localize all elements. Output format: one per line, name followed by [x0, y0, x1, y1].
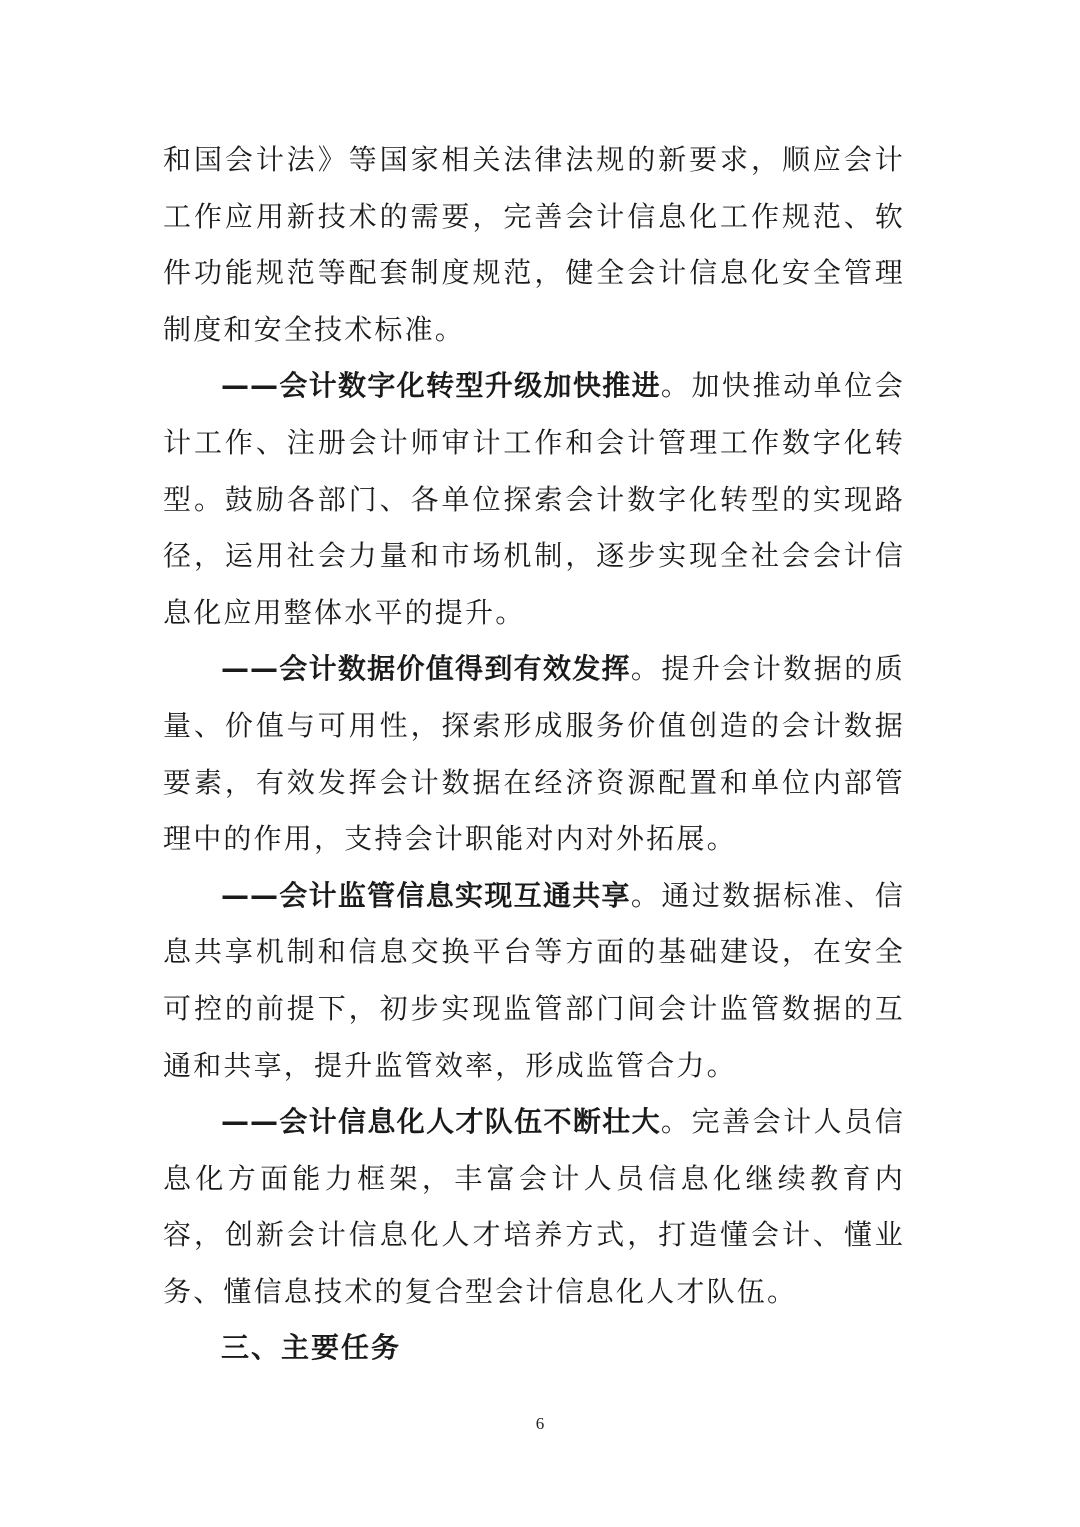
- paragraph-supervision-sharing: [163, 868, 905, 1094]
- paragraph-lead: ——会计数字化转型升级加快推进: [221, 369, 661, 403]
- page-number: 6: [535, 1414, 545, 1433]
- paragraph-text: 。提升会计数据的质量、价值与可用性，探索形成服务价值创造的会计数据要素，有效发挥会计数据在经济资源配置和单位内部管理中的作用，支持会计职能对内对外拓展。: [163, 652, 905, 856]
- paragraph-text: 。加快推动单位会计工作、注册会计师审计工作和会计管理工作数字化转型。鼓励各部门、各单位探索会计数字化转型的实现路径，运用社会力量和市场机制，逐步实现全社会会计信息化应用整体水平的提升。: [163, 369, 905, 629]
- paragraph-text: 。完善会计人员信息化方面能力框架，丰富会计人员信息化继续教育内容，创新会计信息化人才培养方式，打造懂会计、懂业务、懂信息技术的复合型会计信息化人才队伍。: [163, 1105, 905, 1308]
- document-body: [163, 132, 905, 1377]
- paragraph-text: 和国会计法》等国家相关法律法规的新要求，顺应会计工作应用新技术的需要，完善会计信息化工作规范、软件功能规范等配套制度规范，健全会计信息化安全管理制度和安全技术标准。: [163, 143, 905, 346]
- paragraph-lead: ——会计数据价值得到有效发挥: [221, 652, 631, 686]
- section-heading: 三、主要任务: [221, 1331, 402, 1365]
- paragraph-lead: ——会计信息化人才队伍不断壮大: [221, 1105, 661, 1139]
- paragraph-talent-team: [163, 1094, 905, 1320]
- paragraph-data-value: [163, 641, 905, 867]
- paragraph-digital-transformation: [163, 358, 905, 641]
- paragraph-lead: ——会计监管信息实现互通共享: [221, 878, 631, 912]
- paragraph-continuation: [163, 132, 905, 358]
- paragraph-text: 。通过数据标准、信息共享机制和信息交换平台等方面的基础建设，在安全可控的前提下，初步实现监管部门间会计监管数据的互通和共享，提升监管效率，形成监管合力。: [163, 878, 905, 1082]
